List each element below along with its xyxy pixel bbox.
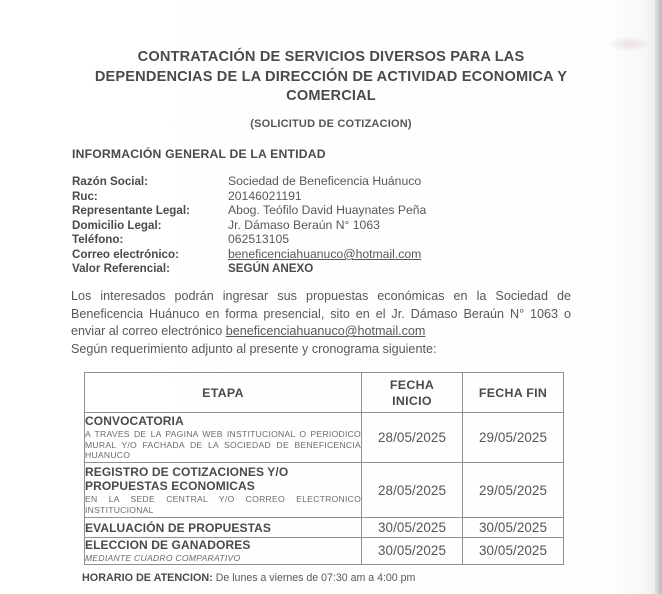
instructions-email-link[interactable]: beneficenciahuanuco@hotmail.com xyxy=(225,324,426,339)
document-subtitle: (SOLICITUD DE COTIZACION) xyxy=(250,118,412,130)
cell-etapa xyxy=(85,538,362,565)
cell-fecha-fin: 29/05/2025 xyxy=(463,413,564,463)
entity-label: Teléfono: xyxy=(72,233,124,247)
entity-label: Correo electrónico: xyxy=(72,247,179,261)
entity-value: 20146021191 xyxy=(228,188,302,203)
cell-fecha-fin: 29/05/2025 xyxy=(463,463,564,518)
column-header-fecha-inicio xyxy=(362,373,463,413)
entity-value: 062513105 xyxy=(228,232,290,247)
etapa-title: CONVOCATORIA xyxy=(85,414,184,429)
cell-fecha-inicio: 30/05/2025 xyxy=(362,538,463,565)
etapa-title: REGISTRO DE COTIZACIONES Y/O PROPUESTAS ECONOMICAS xyxy=(85,464,289,493)
etapa-description: MEDIANTE CUADRO COMPARATIVO xyxy=(85,553,241,563)
cell-fecha-inicio: 28/05/2025 xyxy=(362,413,463,463)
document-title-line-1: CONTRATACIÓN DE SERVICIOS DIVERSOS PARA LAS xyxy=(137,49,525,65)
entity-row xyxy=(72,189,572,204)
cell-etapa xyxy=(85,518,362,538)
instructions-text: Los interesados podrán ingresar sus propuestas económicas en la Sociedad de Beneficencia Huánuco en forma presencial, sito en el Jr. Dámaso Beraún N° 1063 o enviar al correo electrónico xyxy=(71,289,571,339)
etapa-title: EVALUACIÓN DE PROPUESTAS xyxy=(85,520,271,535)
schedule-table-head xyxy=(85,373,564,413)
entity-label: Razón Social: xyxy=(72,175,149,188)
schedule-table xyxy=(84,372,564,565)
table-row xyxy=(85,413,564,463)
entity-value: Abog. Teófilo David Huaynates Peña xyxy=(228,203,427,218)
table-row xyxy=(85,518,564,538)
table-row xyxy=(85,538,564,565)
column-header-etapa: ETAPA xyxy=(85,373,362,413)
cell-fecha-inicio: 30/05/2025 xyxy=(362,518,463,538)
document-title-line-3: COMERCIAL xyxy=(286,88,376,104)
entity-row xyxy=(72,262,572,277)
entity-value: Jr. Dámaso Beraún N° 1063 xyxy=(228,217,380,232)
entity-label: Ruc: xyxy=(72,189,98,203)
entity-row xyxy=(72,174,572,189)
document-title xyxy=(66,48,596,107)
schedule-table-body xyxy=(85,413,564,565)
entity-row xyxy=(72,232,572,247)
cell-etapa xyxy=(85,463,362,518)
entity-label: Domicilio Legal: xyxy=(72,218,162,232)
instructions-last-line: Según requerimiento adjunto al presente y cronograma siguiente: xyxy=(71,341,437,356)
document-title-line-2: DEPENDENCIAS DE LA DIRECCIÓN DE ACTIVIDAD ECONOMICA Y xyxy=(94,68,568,85)
entity-value-email-link[interactable]: beneficenciahuanuco@hotmail.com xyxy=(228,246,422,261)
column-header-fecha-inicio-line-1: FECHA xyxy=(389,377,435,392)
cell-etapa xyxy=(85,413,362,463)
entity-label: Valor Referencial: xyxy=(72,261,170,275)
column-header-fecha-fin: FECHA FIN xyxy=(463,373,564,413)
table-row xyxy=(85,463,564,518)
attention-hours-value: De lunes a viernes de 07:30 am a 4:00 pm xyxy=(212,572,416,584)
attention-hours-label: HORARIO DE ATENCION: xyxy=(82,572,213,584)
entity-row xyxy=(72,203,572,218)
section-heading-entity-info: INFORMACIÓN GENERAL DE LA ENTIDAD xyxy=(72,147,326,161)
entity-information-list xyxy=(72,174,572,276)
entity-row xyxy=(72,247,572,262)
cell-fecha-fin: 30/05/2025 xyxy=(463,518,564,538)
etapa-title: ELECCION DE GANADORES xyxy=(85,538,251,552)
schedule-header-row xyxy=(85,373,564,413)
attention-hours-footer xyxy=(82,572,415,584)
entity-row xyxy=(72,218,572,233)
instructions-paragraph xyxy=(71,288,571,358)
etapa-description: EN LA SEDE CENTRAL Y/O CORREO ELECTRONICO INSTITUCIONAL xyxy=(85,493,361,515)
entity-label: Representante Legal: xyxy=(72,204,190,218)
cell-fecha-fin: 30/05/2025 xyxy=(463,538,564,565)
column-header-fecha-inicio-line-2: INICIO xyxy=(392,393,432,408)
etapa-description: A TRAVES DE LA PAGINA WEB INSTITUCIONAL O PERIODICO MURAL Y/O FACHADA DE LA SOCIEDAD DE BENEFICENCIA HUANUCO xyxy=(85,429,361,461)
entity-value: Sociedad de Beneficencia Huánuco xyxy=(228,174,422,188)
entity-value: SEGÚN ANEXO xyxy=(228,261,314,275)
cell-fecha-inicio: 28/05/2025 xyxy=(362,463,463,518)
